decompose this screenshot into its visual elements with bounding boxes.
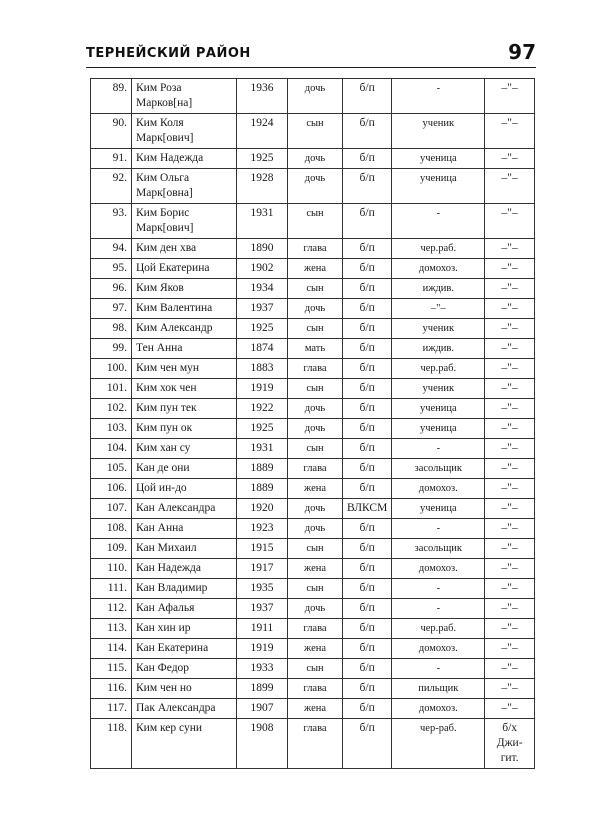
name-cell: Ким кер суни [132,719,237,769]
relation-cell: глава [288,359,343,379]
row-number-cell: 118. [91,719,132,769]
party-cell: б/п [343,579,392,599]
occupation-cell: ученица [392,419,485,439]
birth-year-cell: 1925 [237,149,288,169]
party-cell: б/п [343,259,392,279]
occupation-cell: ученик [392,319,485,339]
party-cell: б/п [343,359,392,379]
party-cell: б/п [343,639,392,659]
row-number-cell: 98. [91,319,132,339]
table-row [91,639,535,659]
table-row [91,79,535,114]
name-cell: Цой ин-до [132,479,237,499]
party-cell: б/п [343,279,392,299]
name-cell: Ким Валентина [132,299,237,319]
workplace-cell: –"– [485,379,535,399]
birth-year-cell: 1889 [237,479,288,499]
workplace-cell: –"– [485,279,535,299]
occupation-cell: чер.раб. [392,619,485,639]
birth-year-cell: 1899 [237,679,288,699]
table-row [91,499,535,519]
row-number-cell: 103. [91,419,132,439]
party-cell: б/п [343,114,392,149]
name-cell: Тен Анна [132,339,237,359]
name-cell: Кан Владимир [132,579,237,599]
row-number-cell: 95. [91,259,132,279]
name-cell: Ким чен но [132,679,237,699]
relation-cell: дочь [288,399,343,419]
relation-cell: сын [288,539,343,559]
row-number-cell: 115. [91,659,132,679]
occupation-cell: домохоз. [392,479,485,499]
table-row [91,659,535,679]
name-cell: Ким пун ок [132,419,237,439]
party-cell: б/п [343,679,392,699]
party-cell: б/п [343,319,392,339]
occupation-cell: - [392,439,485,459]
records-table-body [91,79,535,769]
party-cell: б/п [343,439,392,459]
relation-cell: глава [288,239,343,259]
workplace-cell: –"– [485,699,535,719]
table-row [91,359,535,379]
birth-year-cell: 1933 [237,659,288,679]
birth-year-cell: 1883 [237,359,288,379]
workplace-cell: –"– [485,639,535,659]
birth-year-cell: 1890 [237,239,288,259]
row-number-cell: 102. [91,399,132,419]
workplace-cell: –"– [485,499,535,519]
row-number-cell: 101. [91,379,132,399]
relation-cell: сын [288,114,343,149]
birth-year-cell: 1928 [237,169,288,204]
table-row [91,204,535,239]
relation-cell: глава [288,679,343,699]
workplace-cell: –"– [485,559,535,579]
workplace-cell: –"– [485,239,535,259]
occupation-cell: - [392,519,485,539]
name-cell: Ким чен мун [132,359,237,379]
table-row [91,439,535,459]
table-row [91,599,535,619]
workplace-cell: –"– [485,419,535,439]
birth-year-cell: 1920 [237,499,288,519]
occupation-cell: засольщик [392,459,485,479]
table-row [91,299,535,319]
workplace-cell: –"– [485,204,535,239]
party-cell: б/п [343,339,392,359]
name-cell: Ким Роза Марков[на] [132,79,237,114]
occupation-cell: домохоз. [392,559,485,579]
relation-cell: сын [288,659,343,679]
birth-year-cell: 1923 [237,519,288,539]
name-cell: Ким Борис Марк[ович] [132,204,237,239]
occupation-cell: домохоз. [392,639,485,659]
birth-year-cell: 1925 [237,419,288,439]
occupation-cell: - [392,204,485,239]
relation-cell: дочь [288,599,343,619]
occupation-cell: ученик [392,379,485,399]
occupation-cell: домохоз. [392,699,485,719]
occupation-cell: - [392,599,485,619]
relation-cell: сын [288,319,343,339]
workplace-cell: –"– [485,599,535,619]
occupation-cell: –"– [392,299,485,319]
table-row [91,539,535,559]
table-row [91,239,535,259]
relation-cell: глава [288,459,343,479]
relation-cell: глава [288,719,343,769]
workplace-cell: –"– [485,169,535,204]
page-number: 97 [508,40,536,64]
name-cell: Кан Надежда [132,559,237,579]
birth-year-cell: 1915 [237,539,288,559]
party-cell: б/п [343,399,392,419]
birth-year-cell: 1934 [237,279,288,299]
table-row [91,619,535,639]
workplace-cell: –"– [485,679,535,699]
row-number-cell: 91. [91,149,132,169]
relation-cell: сын [288,579,343,599]
row-number-cell: 105. [91,459,132,479]
occupation-cell: - [392,79,485,114]
relation-cell: сын [288,279,343,299]
birth-year-cell: 1936 [237,79,288,114]
occupation-cell: ученица [392,149,485,169]
name-cell: Ким Яков [132,279,237,299]
name-cell: Кан Афалья [132,599,237,619]
table-row [91,459,535,479]
birth-year-cell: 1874 [237,339,288,359]
birth-year-cell: 1917 [237,559,288,579]
party-cell: б/п [343,379,392,399]
occupation-cell: ученик [392,114,485,149]
workplace-cell: –"– [485,149,535,169]
name-cell: Кан Михаил [132,539,237,559]
birth-year-cell: 1922 [237,399,288,419]
relation-cell: дочь [288,169,343,204]
relation-cell: дочь [288,79,343,114]
party-cell: б/п [343,619,392,639]
party-cell: б/п [343,419,392,439]
table-row [91,339,535,359]
occupation-cell: иждив. [392,339,485,359]
table-row [91,259,535,279]
name-cell: Ким Ольга Марк[овна] [132,169,237,204]
row-number-cell: 99. [91,339,132,359]
party-cell: б/п [343,239,392,259]
name-cell: Кан Анна [132,519,237,539]
row-number-cell: 112. [91,599,132,619]
row-number-cell: 116. [91,679,132,699]
table-row [91,169,535,204]
table-row [91,114,535,149]
workplace-cell: –"– [485,459,535,479]
occupation-cell: чер-раб. [392,719,485,769]
occupation-cell: ученица [392,499,485,519]
occupation-cell: домохоз. [392,259,485,279]
relation-cell: сын [288,439,343,459]
name-cell: Цой Екатерина [132,259,237,279]
table-row [91,379,535,399]
workplace-cell: –"– [485,114,535,149]
party-cell: б/п [343,479,392,499]
workplace-cell: –"– [485,539,535,559]
name-cell: Ким Александр [132,319,237,339]
table-row [91,719,535,769]
workplace-cell: –"– [485,619,535,639]
workplace-cell: –"– [485,579,535,599]
row-number-cell: 107. [91,499,132,519]
relation-cell: жена [288,559,343,579]
relation-cell: сын [288,204,343,239]
birth-year-cell: 1924 [237,114,288,149]
workplace-cell: –"– [485,79,535,114]
birth-year-cell: 1919 [237,379,288,399]
name-cell: Кан Екатерина [132,639,237,659]
workplace-cell: б/х Джи-гит. [485,719,535,769]
row-number-cell: 100. [91,359,132,379]
birth-year-cell: 1937 [237,599,288,619]
running-head-title: ТЕРНЕЙСКИЙ РАЙОН [86,46,251,61]
relation-cell: дочь [288,419,343,439]
row-number-cell: 108. [91,519,132,539]
party-cell: б/п [343,559,392,579]
relation-cell: жена [288,259,343,279]
workplace-cell: –"– [485,259,535,279]
name-cell: Ким хок чен [132,379,237,399]
party-cell: б/п [343,719,392,769]
table-row [91,149,535,169]
relation-cell: жена [288,699,343,719]
table-row [91,479,535,499]
party-cell: б/п [343,539,392,559]
party-cell: б/п [343,459,392,479]
table-row [91,279,535,299]
birth-year-cell: 1931 [237,204,288,239]
birth-year-cell: 1935 [237,579,288,599]
row-number-cell: 111. [91,579,132,599]
workplace-cell: –"– [485,659,535,679]
workplace-cell: –"– [485,479,535,499]
birth-year-cell: 1937 [237,299,288,319]
party-cell: б/п [343,519,392,539]
occupation-cell: засольщик [392,539,485,559]
birth-year-cell: 1907 [237,699,288,719]
occupation-cell: - [392,579,485,599]
occupation-cell: пильщик [392,679,485,699]
name-cell: Пак Александра [132,699,237,719]
row-number-cell: 89. [91,79,132,114]
workplace-cell: –"– [485,519,535,539]
name-cell: Ким ден хва [132,239,237,259]
birth-year-cell: 1889 [237,459,288,479]
relation-cell: жена [288,639,343,659]
name-cell: Кан хин ир [132,619,237,639]
occupation-cell: - [392,659,485,679]
workplace-cell: –"– [485,439,535,459]
birth-year-cell: 1931 [237,439,288,459]
relation-cell: сын [288,379,343,399]
relation-cell: дочь [288,519,343,539]
table-row [91,699,535,719]
name-cell: Ким хан су [132,439,237,459]
name-cell: Кан Федор [132,659,237,679]
row-number-cell: 113. [91,619,132,639]
party-cell: б/п [343,699,392,719]
table-row [91,579,535,599]
occupation-cell: иждив. [392,279,485,299]
row-number-cell: 94. [91,239,132,259]
birth-year-cell: 1919 [237,639,288,659]
workplace-cell: –"– [485,399,535,419]
row-number-cell: 92. [91,169,132,204]
table-row [91,559,535,579]
name-cell: Кан де они [132,459,237,479]
party-cell: б/п [343,79,392,114]
row-number-cell: 117. [91,699,132,719]
party-cell: ВЛКСМ [343,499,392,519]
birth-year-cell: 1908 [237,719,288,769]
birth-year-cell: 1902 [237,259,288,279]
row-number-cell: 106. [91,479,132,499]
name-cell: Ким Коля Марк[ович] [132,114,237,149]
party-cell: б/п [343,299,392,319]
row-number-cell: 90. [91,114,132,149]
table-row [91,399,535,419]
relation-cell: глава [288,619,343,639]
party-cell: б/п [343,599,392,619]
row-number-cell: 110. [91,559,132,579]
records-table [90,78,535,769]
party-cell: б/п [343,149,392,169]
relation-cell: дочь [288,299,343,319]
row-number-cell: 114. [91,639,132,659]
workplace-cell: –"– [485,359,535,379]
table-row [91,419,535,439]
party-cell: б/п [343,204,392,239]
row-number-cell: 109. [91,539,132,559]
party-cell: б/п [343,659,392,679]
table-row [91,519,535,539]
name-cell: Ким Надежда [132,149,237,169]
birth-year-cell: 1925 [237,319,288,339]
birth-year-cell: 1911 [237,619,288,639]
header-divider [86,67,536,68]
workplace-cell: –"– [485,319,535,339]
occupation-cell: ученица [392,399,485,419]
row-number-cell: 97. [91,299,132,319]
occupation-cell: чер.раб. [392,359,485,379]
row-number-cell: 104. [91,439,132,459]
workplace-cell: –"– [485,299,535,319]
name-cell: Ким пун тек [132,399,237,419]
page-header [86,40,536,66]
row-number-cell: 96. [91,279,132,299]
relation-cell: дочь [288,149,343,169]
name-cell: Кан Александра [132,499,237,519]
relation-cell: жена [288,479,343,499]
table-row [91,319,535,339]
table-row [91,679,535,699]
row-number-cell: 93. [91,204,132,239]
workplace-cell: –"– [485,339,535,359]
occupation-cell: чер.раб. [392,239,485,259]
relation-cell: дочь [288,499,343,519]
party-cell: б/п [343,169,392,204]
occupation-cell: ученица [392,169,485,204]
relation-cell: мать [288,339,343,359]
